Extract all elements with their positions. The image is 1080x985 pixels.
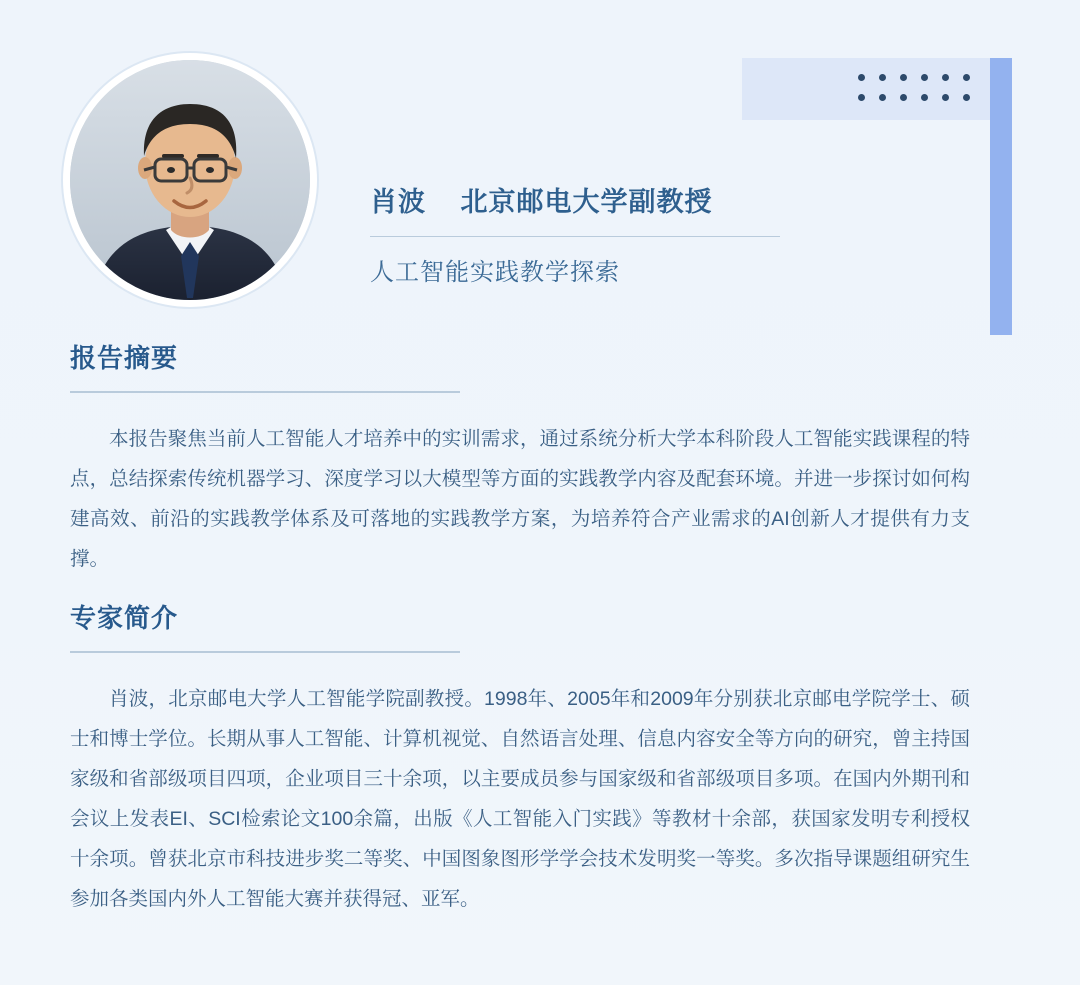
section-abstract [70, 338, 1010, 579]
section-biography-title: 专家简介 [70, 603, 179, 633]
speaker-affiliation: 北京邮电大学副教授 [460, 187, 713, 217]
speaker-titles [370, 180, 910, 287]
dot-icon [963, 74, 970, 81]
section-abstract-title: 报告摘要 [70, 343, 179, 373]
talk-title: 人工智能实践教学探索 [370, 259, 620, 286]
avatar [70, 60, 310, 300]
speaker-header [70, 52, 950, 302]
section-biography-divider [70, 651, 460, 653]
speaker-line [370, 180, 910, 219]
title-divider [370, 236, 780, 237]
section-biography [70, 598, 1010, 919]
section-biography-body: 肖波，北京邮电大学人工智能学院副教授。1998年、2005年和2009年分别获北京邮电学院学士、硕士和博士学位。长期从事人工智能、计算机视觉、自然语言处理、信息内容安全等方向的研究，曾主持国家级和省部级项目四项，企业项目三十余项，以主要成员参与国家级和省部级项目多项。在国内外期刊和会议上发表EI、SCI检索论文100余篇，出版《人工智能入门实践》等教材十余部，获国家发明专利授权十余项。曾获北京市科技进步奖二等奖、中国图象图形学学会技术发明奖一等奖。多次指导课题组研究生参加各类国内外人工智能大赛并获得冠、亚军。 [70, 688, 970, 910]
speaker-name: 肖波 [370, 187, 426, 217]
section-abstract-divider [70, 391, 460, 393]
dot-icon [963, 94, 970, 101]
section-abstract-body: 本报告聚焦当前人工智能人才培养中的实训需求，通过系统分析大学本科阶段人工智能实践课程的特点，总结探索传统机器学习、深度学习以大模型等方面的实践教学内容及配套环境。并进一步探讨如何构建高效、前沿的实践教学体系及可落地的实践教学方案，为培养符合产业需求的AI创新人才提供有力支撑。 [70, 428, 970, 570]
decorative-vertical-bar [990, 58, 1012, 335]
